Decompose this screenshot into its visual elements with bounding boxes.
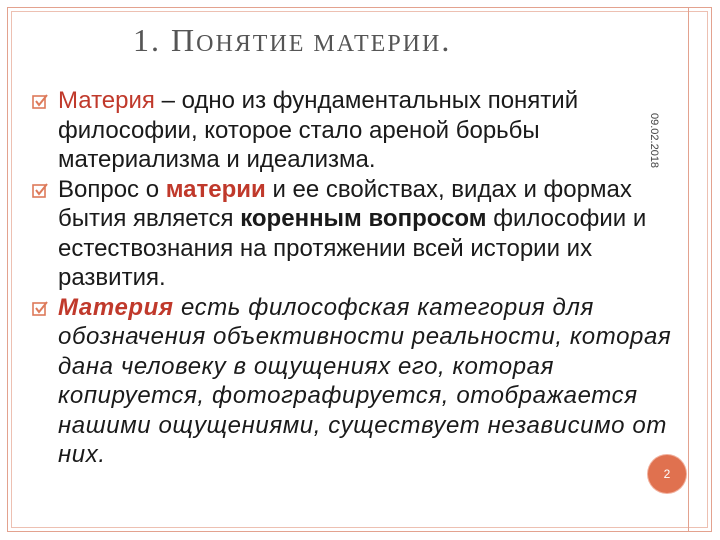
title-end: . [441, 22, 452, 58]
slide-title [133, 22, 451, 59]
checkbox-bullet-icon [32, 93, 49, 110]
bullet-2 [30, 175, 690, 293]
title-first: 1. П [133, 22, 197, 58]
page-number-badge: 2 [648, 455, 686, 493]
slide-date: 09.02.2018 [648, 113, 660, 169]
bullet-3-text: есть философская категория для обозначения объективности реальности, которая дана человеку в ощущениях его, которая копируется, фотографируется, отображается нашими ощущениями, существует независимо от них. [58, 293, 672, 468]
slide-body [30, 86, 690, 470]
bullet-1 [30, 86, 690, 175]
checkbox-bullet-icon [32, 300, 49, 317]
bullet-3-term: Материя [58, 293, 174, 321]
checkbox-bullet-icon [32, 182, 49, 199]
bullet-2-text-2: философии и естествознания на протяжении всей истории их развития. [58, 205, 647, 291]
bullet-2-emphasis: коренным вопросом [240, 205, 487, 232]
title-rest: ОНЯТИЕ МАТЕРИИ [196, 31, 442, 57]
bullet-1-term: Материя [58, 87, 155, 114]
bullet-3 [30, 293, 690, 470]
bullet-2-text-1: и ее свойствах, видах и формах бытия является [58, 175, 632, 232]
bullet-1-text: – одно из фундаментальных понятий философии, которое стало ареной борьбы материализма и идеализма. [58, 87, 579, 173]
bullet-2-prefix: Вопрос о [58, 175, 166, 203]
bullet-2-term: материи [165, 175, 266, 203]
